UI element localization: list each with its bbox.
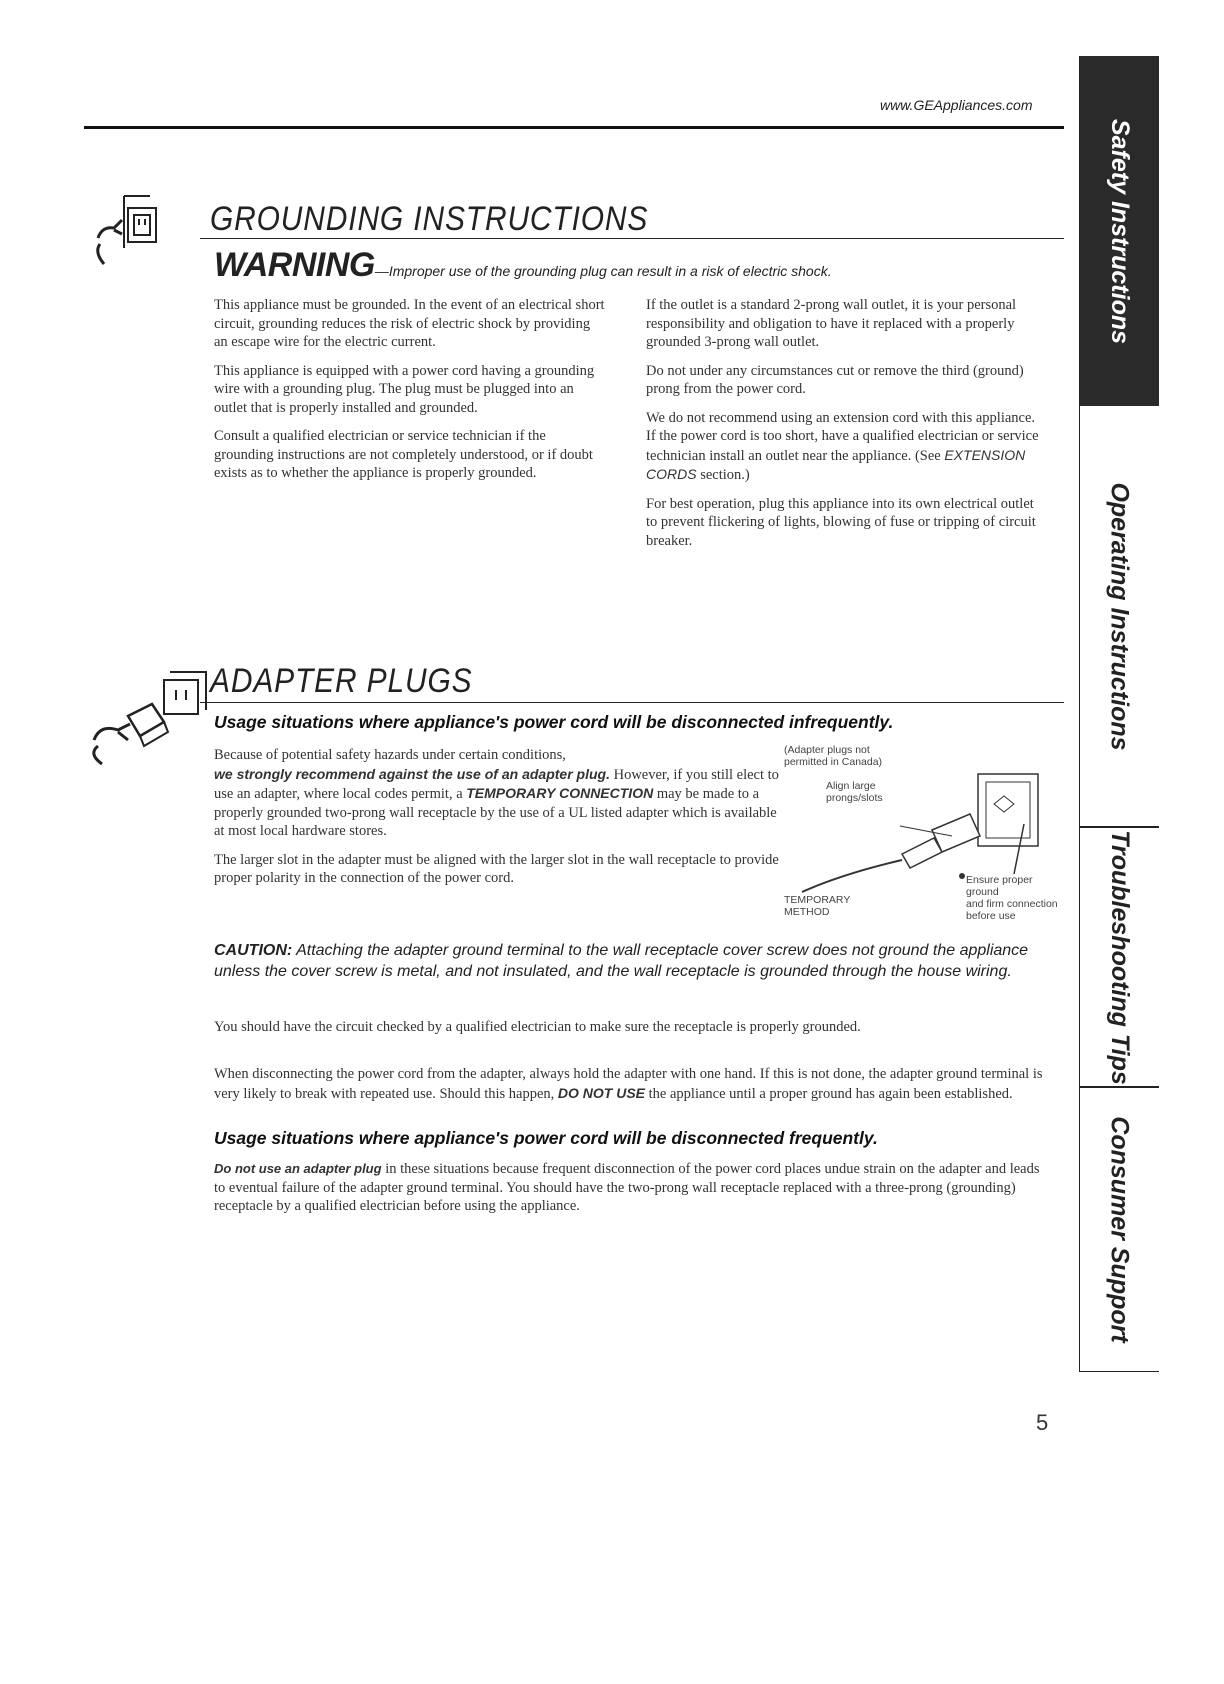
grounded-plug-icon: [90, 190, 180, 280]
tab-consumer-support[interactable]: Consumer Support: [1079, 1088, 1159, 1372]
temporary-connection-bold: TEMPORARY CONNECTION: [466, 785, 654, 801]
warning-text: —Improper use of the grounding plug can result in a risk of electric shock.: [374, 263, 832, 279]
tab-operating-instructions[interactable]: Operating Instructions: [1079, 406, 1159, 828]
adapter-warning-bold: we strongly recommend against the use of an adapter plug.: [214, 765, 610, 782]
grounding-paragraph: This appliance must be grounded. In the event of an electrical short circuit, grounding reduces the risk of electric shock by providing an escape wire for the electric current.: [214, 297, 605, 350]
adapter-title: ADAPTER PLUGS: [210, 662, 473, 700]
page-number: 5: [1036, 1410, 1049, 1435]
grounding-paragraph: Do not under any circumstances cut or remove the third (ground) prong from the power cord.: [646, 362, 1024, 397]
subhead-frequently: Usage situations where appliance's power cord will be disconnected frequently.: [214, 1128, 878, 1148]
grounding-paragraph: If the outlet is a standard 2-prong wall outlet, it is your personal responsibility and obligation to have it replaced with a properly grounded 3-prong wall outlet.: [646, 297, 1017, 350]
caution-note: CAUTION: Attaching the adapter ground terminal to the wall receptacle cover screw does not ground the appliance unless the cover screw is metal, and not insulated, and the wall receptacle is grounded through the house wiring.: [214, 942, 1029, 980]
tab-safety-instructions[interactable]: Safety Instructions: [1079, 56, 1159, 406]
website-url: www.GEAppliances.com: [880, 97, 1033, 113]
do-not-use-adapter-bold: Do not use an adapter plug: [214, 1161, 382, 1176]
warning-line: [214, 246, 832, 285]
ensure-note: Ensure proper ground and firm connection before use: [966, 874, 1058, 922]
adapter-left-column: [214, 746, 784, 888]
caution-label: CAUTION:: [214, 942, 293, 959]
adapter-figure: [782, 744, 1066, 934]
adapter-paragraph: The larger slot in the adapter must be aligned with the larger slot in the wall receptacle to provide proper polarity in the connection of the power cord.: [214, 851, 779, 886]
temporary-method-label: TEMPORARY METHOD: [784, 894, 851, 918]
warning-word: WARNING: [214, 246, 375, 284]
grounding-paragraph: Consult a qualified electrician or service technician if the grounding instructions are not completely understood, or if doubt exists as to whether the appliance is properly grounded.: [214, 428, 593, 481]
adapter-plug-icon: [80, 660, 210, 770]
grounding-paragraph: This appliance is equipped with a power cord having a grounding wire with a grounding plug. The plug must be plugged into an outlet that is properly installed and grounded.: [214, 362, 595, 416]
do-not-use-bold: DO NOT USE: [557, 1084, 646, 1101]
tab-troubleshooting-tips[interactable]: Troubleshooting Tips: [1079, 828, 1159, 1088]
adapter-paragraph: When disconnecting the power cord from the adapter, always hold the adapter with one hand. If this is not done, the adapter ground terminal is very likely to break with repeated use. Should this happen, DO NOT USE the appliance until a proper ground has again been established.: [214, 1066, 1043, 1102]
grounding-title: GROUNDING INSTRUCTIONS: [210, 200, 649, 238]
extension-cords-ref: EXTENSION CORDS: [646, 446, 1026, 482]
adapter-paragraph: Because of potential safety hazards under certain conditions, we strongly recommend against the use of an adapter plug. However, if you still elect to use an adapter, where local codes permit, a TEMPORARY CONNECTION may be made to a properly grounded two-prong wall receptacle by the use of a UL listed adapter which is available at most local hardware stores.: [214, 747, 779, 839]
adapter-paragraph: Do not use an adapter plug in these situations because frequent disconnection of the power cord places undue strain on the adapter and leads to eventual failure of the adapter ground terminal. You should have the two-prong wall receptacle replaced with a three-prong (grounding) receptacle by a qualified electrician before using the appliance.: [214, 1161, 1040, 1214]
grounding-title-rule: [200, 238, 1064, 239]
subhead-infrequently: Usage situations where appliance's power cord will be disconnected infrequently.: [214, 712, 894, 732]
grounding-left-column: [214, 296, 606, 493]
header-rule: [84, 126, 1064, 129]
align-note: Align large prongs/slots: [826, 780, 883, 804]
canada-note: (Adapter plugs not permitted in Canada): [784, 744, 883, 768]
grounding-paragraph: For best operation, plug this appliance into its own electrical outlet to prevent flickering of lights, blowing of fuse or tripping of circuit breaker.: [646, 495, 1036, 549]
extension-cord-paragraph: We do not recommend using an extension cord with this appliance. If the power cord is too short, have a qualified electrician or service technician install an outlet near the appliance. (See EXTENSION CORDS section.): [646, 409, 1039, 483]
adapter-paragraph: You should have the circuit checked by a qualified electrician to make sure the receptacle is properly grounded.: [214, 1019, 861, 1035]
adapter-title-rule: [200, 702, 1064, 703]
grounding-right-column: [646, 296, 1046, 560]
